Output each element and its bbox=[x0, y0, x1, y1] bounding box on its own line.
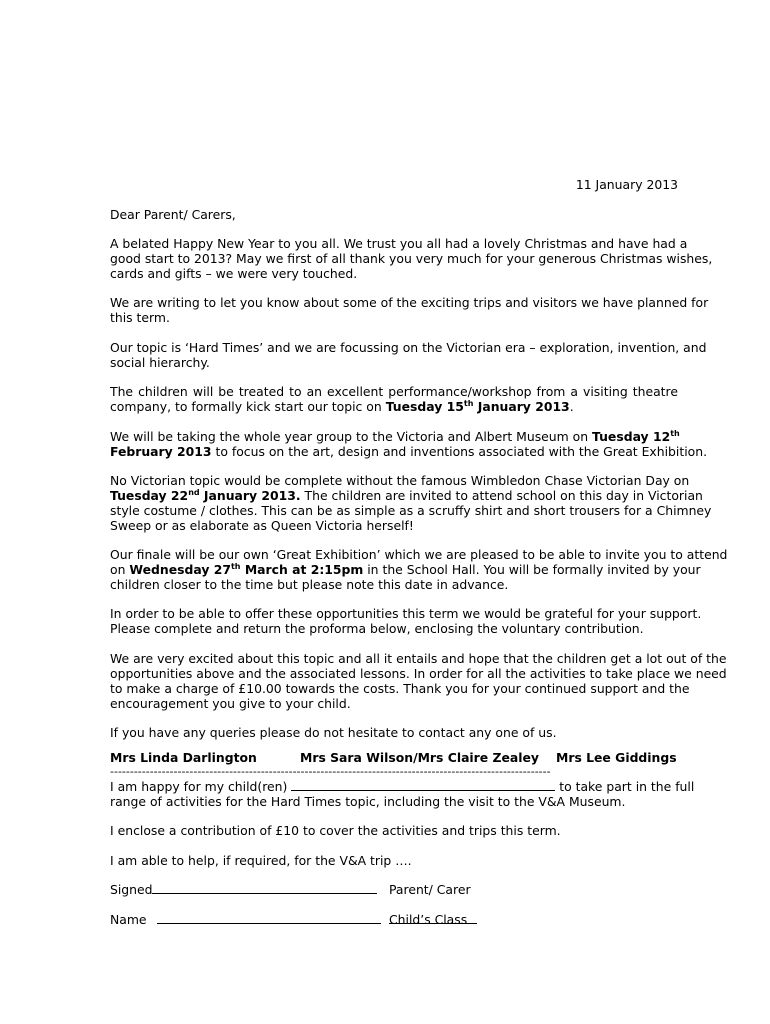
letter-date: 11 January 2013 bbox=[575, 177, 678, 192]
signed-label: Signed bbox=[110, 882, 153, 897]
date-wednesday-27-march: Wednesday 27th March at 2:15pm bbox=[129, 562, 364, 577]
paragraph-theatre-line: company, to formally kick start our topic on Tuesday 15th January 2013. bbox=[110, 399, 574, 414]
consent-line: I am happy for my child(ren) to take part in the full bbox=[110, 779, 695, 794]
paragraph-support-line: In order to be able to offer these opportunities this term we would be grateful for your support. bbox=[110, 606, 702, 621]
paragraph-finale-line: on Wednesday 27th March at 2:15pm in the School Hall. You will be formally invited by your bbox=[110, 562, 701, 577]
paragraph-victorian-day-line: style costume / clothes. This can be as simple as a scruffy shirt and short trousers for a Chimney bbox=[110, 503, 712, 518]
date-tuesday-22-january: Tuesday 22nd January 2013. bbox=[110, 488, 301, 503]
paragraph-charge-line: opportunities above and the associated lessons. In order for all the activities to take place we need bbox=[110, 666, 727, 681]
paragraph-greeting-line: A belated Happy New Year to you all. We trust you all had a lovely Christmas and have had a bbox=[110, 236, 688, 251]
paragraph-charge-line: We are very excited about this topic and all it entails and hope that the children get a lot out of the bbox=[110, 651, 727, 666]
name-row bbox=[110, 912, 678, 927]
name-label: Name bbox=[110, 912, 147, 927]
paragraph-topic-line: Our topic is ‘Hard Times’ and we are focussing on the Victorian era – exploration, invention, and bbox=[110, 340, 707, 355]
child-class-label: Child’s Class bbox=[389, 912, 468, 927]
date-february-2013: February 2013 bbox=[110, 444, 212, 459]
paragraph-support-line: Please complete and return the proforma below, enclosing the voluntary contribution. bbox=[110, 621, 644, 636]
paragraph-topic-line: social hierarchy. bbox=[110, 355, 210, 370]
paragraph-museum-line: February 2013 to focus on the art, design and inventions associated with the Great Exhibition. bbox=[110, 444, 708, 459]
paragraph-trips-line: this term. bbox=[110, 310, 170, 325]
signatory-name: Mrs Lee Giddings bbox=[556, 750, 677, 765]
paragraph-victorian-day-line: No Victorian topic would be complete without the famous Wimbledon Chase Victorian Day on bbox=[110, 473, 690, 488]
paragraph-victorian-day-line: Tuesday 22nd January 2013. The children are invited to attend school on this day in Victorian bbox=[110, 488, 703, 503]
name-blank[interactable] bbox=[157, 912, 381, 924]
paragraph-finale-line: children closer to the time but please note this date in advance. bbox=[110, 577, 509, 592]
paragraph-finale-line: Our finale will be our own ‘Great Exhibition’ which we are pleased to be able to invite you to attend bbox=[110, 547, 728, 562]
paragraph-charge-line: encouragement you give to your child. bbox=[110, 696, 351, 711]
contribution-statement: I enclose a contribution of £10 to cover the activities and trips this term. bbox=[110, 823, 561, 838]
salutation: Dear Parent/ Carers, bbox=[110, 207, 236, 222]
signed-row bbox=[110, 882, 678, 897]
date-tuesday-12: Tuesday 12th bbox=[592, 429, 680, 444]
signatory-name: Mrs Linda Darlington bbox=[110, 750, 257, 765]
child-class-blank[interactable] bbox=[389, 912, 477, 924]
paragraph-greeting-line: cards and gifts – we were very touched. bbox=[110, 266, 358, 281]
paragraph-queries: If you have any queries please do not hesitate to contact any one of us. bbox=[110, 725, 557, 740]
paragraph-victorian-day-line: Sweep or as elaborate as Queen Victoria herself! bbox=[110, 518, 414, 533]
paragraph-museum-line: We will be taking the whole year group to the Victoria and Albert Museum on Tuesday 12th bbox=[110, 429, 680, 444]
paragraph-charge-line: to make a charge of £10.00 towards the costs. Thank you for your continued support and the bbox=[110, 681, 690, 696]
consent-line: range of activities for the Hard Times topic, including the visit to the V&A Museum. bbox=[110, 794, 626, 809]
child-name-blank[interactable] bbox=[291, 779, 555, 791]
date-tuesday-15-january: Tuesday 15th January 2013 bbox=[385, 399, 570, 414]
signature-blank[interactable] bbox=[152, 882, 377, 894]
signatory-name: Mrs Sara Wilson/Mrs Claire Zealey bbox=[300, 750, 539, 765]
cut-line-divider: --------------------------------------------------------------------------------------------------------------- bbox=[110, 765, 551, 778]
help-statement: I am able to help, if required, for the V&A trip …. bbox=[110, 853, 412, 868]
paragraph-trips-line: We are writing to let you know about some of the exciting trips and visitors we have planned for bbox=[110, 295, 709, 310]
parent-carer-label: Parent/ Carer bbox=[389, 882, 471, 897]
paragraph-greeting-line: good start to 2013? May we first of all thank you very much for your generous Christmas wishes, bbox=[110, 251, 713, 266]
signatories-row bbox=[110, 750, 678, 765]
paragraph-theatre-line: The children will be treated to an excellent performance/workshop from a visiting theatre bbox=[110, 384, 678, 399]
